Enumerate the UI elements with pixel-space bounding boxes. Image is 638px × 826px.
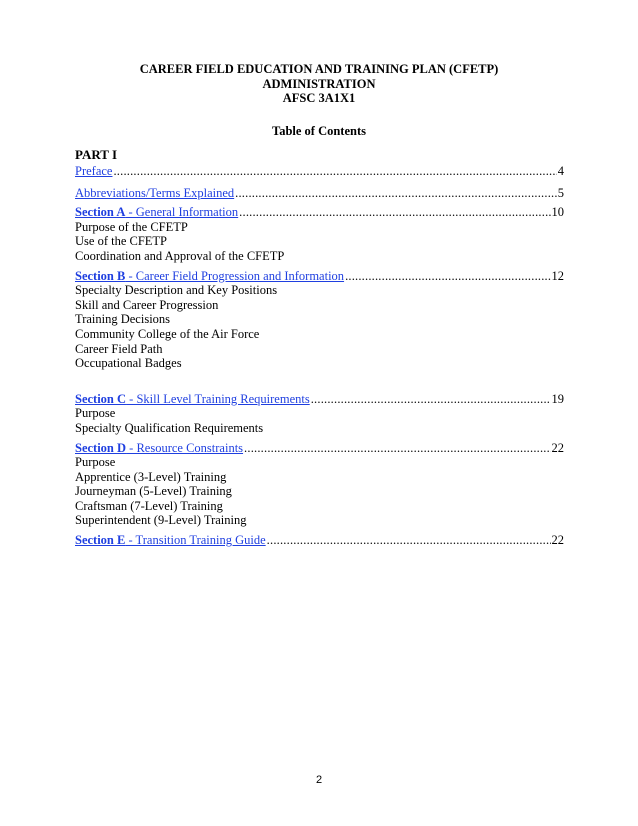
toc-subitem: Purpose of the CFETP bbox=[75, 219, 188, 234]
toc-link-section-a[interactable] bbox=[75, 205, 238, 220]
toc-link-label: - Resource Constraints bbox=[126, 440, 244, 455]
toc-section-prefix: Section D bbox=[75, 440, 127, 455]
page-footer-number: 2 bbox=[315, 774, 323, 786]
toc-link-section-d[interactable] bbox=[75, 441, 243, 456]
toc-link-abbreviations[interactable] bbox=[75, 186, 234, 201]
toc-page-number: 22 bbox=[551, 533, 564, 548]
toc-link-label: Abbreviations/Terms Explained bbox=[75, 185, 235, 200]
header-afsc: AFSC 3A1X1 bbox=[282, 91, 356, 105]
dot-leader bbox=[345, 269, 550, 284]
toc-subitem: Specialty Qualification Requirements bbox=[75, 420, 264, 435]
toc-page-number: 22 bbox=[551, 440, 564, 455]
dot-leader bbox=[239, 205, 550, 220]
toc-link-section-b[interactable] bbox=[75, 269, 344, 284]
toc-subitem: Occupational Badges bbox=[75, 356, 182, 371]
toc-section-prefix: Section B bbox=[75, 268, 126, 283]
toc-page-number: 12 bbox=[551, 268, 564, 283]
toc-subitem: Apprentice (3-Level) Training bbox=[75, 469, 227, 484]
toc-section-prefix: Section C bbox=[75, 391, 127, 406]
toc-subitem: Specialty Description and Key Positions bbox=[75, 283, 278, 298]
toc-page-number: 5 bbox=[557, 185, 564, 200]
part-heading: PART I bbox=[75, 147, 118, 162]
dot-leader bbox=[235, 186, 557, 201]
toc-entry-section-c bbox=[75, 392, 564, 407]
toc-link-section-e[interactable] bbox=[75, 533, 266, 548]
toc-subitem: Purpose bbox=[75, 406, 116, 421]
toc-entry-section-d bbox=[75, 441, 564, 456]
toc-entry-section-a bbox=[75, 205, 564, 220]
toc-page-number: 4 bbox=[557, 164, 564, 178]
dot-leader bbox=[113, 164, 556, 179]
toc-subitem: Training Decisions bbox=[75, 312, 171, 327]
toc-subitem: Community College of the Air Force bbox=[75, 326, 260, 341]
table-of-contents bbox=[75, 164, 564, 548]
toc-page-number: 19 bbox=[551, 391, 564, 406]
toc-link-label: - General Information bbox=[125, 205, 239, 220]
toc-subitem: Craftsman (7-Level) Training bbox=[75, 498, 223, 513]
toc-section-prefix: Section E bbox=[75, 533, 126, 548]
toc-entry-section-e bbox=[75, 533, 564, 548]
toc-subitem: Career Field Path bbox=[75, 341, 163, 356]
toc-subitem: Coordination and Approval of the CFETP bbox=[75, 248, 285, 263]
toc-page-number: 10 bbox=[551, 205, 564, 220]
toc-subitem: Journeyman (5-Level) Training bbox=[75, 484, 232, 499]
toc-link-label: - Transition Training Guide bbox=[125, 533, 266, 548]
toc-subitem: Purpose bbox=[75, 455, 116, 470]
header-title: CAREER FIELD EDUCATION AND TRAINING PLAN (CFETP) bbox=[139, 62, 499, 76]
dot-leader bbox=[311, 392, 551, 407]
toc-link-label: Preface bbox=[75, 164, 113, 178]
toc-link-label: - Skill Level Training Requirements bbox=[126, 391, 310, 406]
toc-title: Table of Contents bbox=[272, 124, 366, 138]
toc-section-prefix: Section A bbox=[75, 205, 126, 220]
header-subtitle: ADMINISTRATION bbox=[262, 76, 376, 91]
toc-link-label: - Career Field Progression and Information bbox=[125, 268, 345, 283]
toc-entry-preface bbox=[75, 164, 564, 179]
toc-subitem: Skill and Career Progression bbox=[75, 297, 219, 312]
toc-link-section-c[interactable] bbox=[75, 392, 310, 407]
dot-leader bbox=[267, 533, 551, 548]
toc-subitem: Superintendent (9-Level) Training bbox=[75, 513, 247, 528]
toc-entry-section-b bbox=[75, 269, 564, 284]
dot-leader bbox=[244, 441, 550, 456]
toc-link-preface[interactable] bbox=[75, 164, 112, 179]
document-header bbox=[0, 62, 638, 106]
toc-subitem: Use of the CFETP bbox=[75, 234, 168, 249]
toc-entry-abbreviations bbox=[75, 186, 564, 201]
